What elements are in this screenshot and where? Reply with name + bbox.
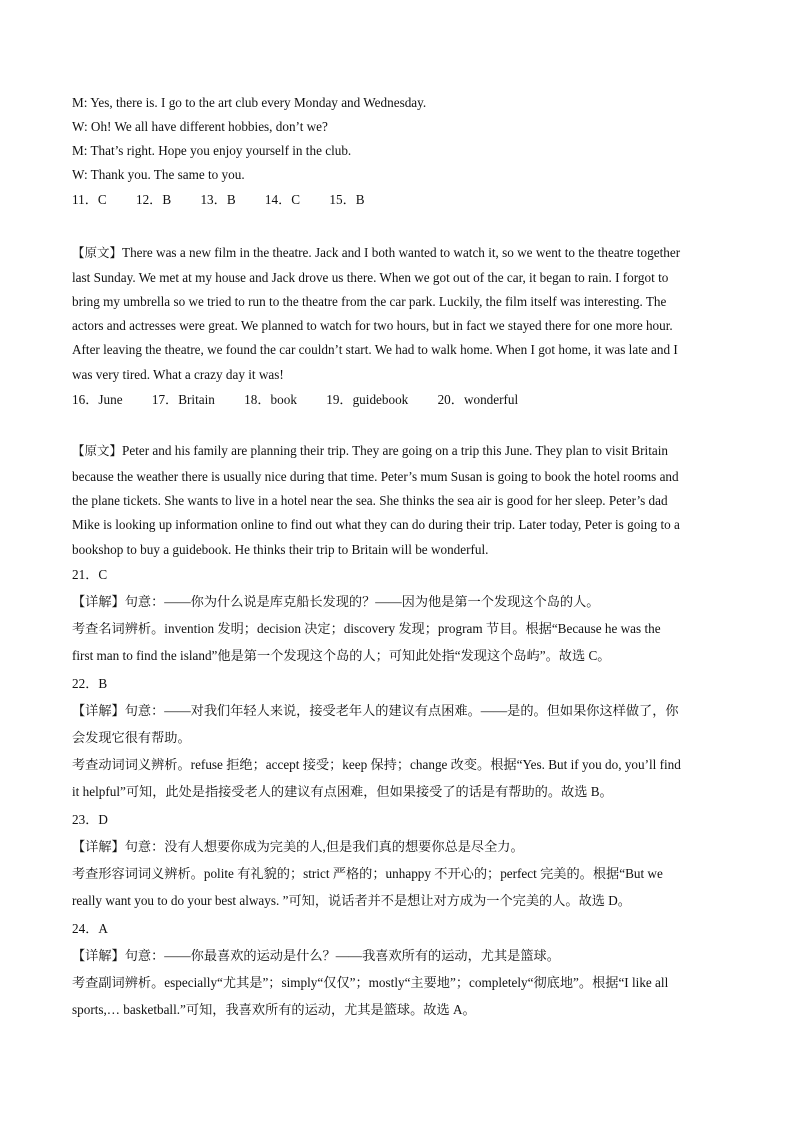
dialogue-line: W: Thank you. The same to you. [72, 167, 245, 182]
passage2-line: the plane tickets. She wants to live in a hotel near the sea. She thinks the sea air is good for her sleep. Peter’s dad [72, 493, 668, 508]
answer-item: 14．C [264, 192, 301, 207]
passage2-line: 【原文】Peter and his family are planning their trip. They are going on a trip this June. They plan to visit Britain [72, 443, 668, 458]
answer-item: 11．C [72, 192, 107, 207]
answer-key-16-20 [72, 392, 732, 408]
answer-item: 15．B [329, 192, 365, 207]
explanation-line: 【详解】句意：——你最喜欢的运动是什么？——我喜欢所有的运动，尤其是篮球。 [72, 948, 560, 963]
explanation-line: it helpful”可知，此处是指接受老人的建议有点困难，但如果接受了的话是有帮助的。故选 B。 [72, 784, 613, 799]
passage1-line: was very tired. What a crazy day it was! [72, 367, 284, 382]
explanation-line: 【详解】句意：——你为什么说是库克船长发现的？——因为他是第一个发现这个岛的人。 [72, 594, 600, 609]
passage1-line: bring my umbrella so we tried to run to the theatre from the car park. Luckily, the film itself was interesting. The [72, 294, 667, 309]
passage2-line: because the weather there is usually nice during that time. Peter’s mum Susan is going to book the hotel rooms and [72, 469, 679, 484]
answer-item: 13．B [200, 192, 236, 207]
explanation-line: sports,… basketball.”可知，我喜欢所有的运动，尤其是篮球。故选 A。 [72, 1002, 476, 1017]
passage1-line: After leaving the theatre, we found the car couldn’t start. We had to walk home. When I got home, it was late and I [72, 342, 678, 357]
answer-item: 19．guidebook [326, 392, 409, 407]
answer-item: 12．B [135, 192, 172, 207]
explanation-line: 考查名词辨析。invention 发明；decision 决定；discovery 发现；program 节目。根据“Because he was the [72, 621, 661, 636]
explanation-line: really want you to do your best always. ”可知，说话者并不是想让对方成为一个完美的人。故选 D。 [72, 893, 631, 908]
passage2-line: Mike is looking up information online to find out what they can do during their trip. Later today, Peter is going to a [72, 517, 680, 532]
answer-number: 22．B [72, 676, 108, 691]
explanation-line: first man to find the island”他是第一个发现这个岛的人；可知此处指“发现这个岛屿”。故选 C。 [72, 648, 611, 663]
explanation-line: 【详解】句意：没有人想要你成为完美的人,但是我们真的想要你总是尽全力。 [72, 839, 524, 854]
answer-item: 17．Britain [151, 392, 215, 407]
answer-key-11-15 [72, 192, 732, 208]
dialogue-line: W: Oh! We all have different hobbies, don’t we? [72, 119, 328, 134]
passage1-line: last Sunday. We met at my house and Jack drove us there. When we got out of the car, it began to rain. I forgot to [72, 270, 669, 285]
passage1-line: 【原文】There was a new film in the theatre. Jack and I both wanted to watch it, so we went to the theatre together [72, 245, 681, 260]
passage1-line: actors and actresses were great. We planned to watch for two hours, but in fact we stayed there for one more hour. [72, 318, 673, 333]
answer-number: 21．C [72, 567, 108, 582]
explanation-line: 【详解】句意：——对我们年轻人来说，接受老年人的建议有点困难。——是的。但如果你这样做了，你 [72, 703, 679, 718]
answer-number: 24．A [72, 921, 108, 936]
source-tag: 【原文】 [72, 245, 123, 260]
answer-item: 16．June [72, 392, 123, 407]
explanation-line: 考查动词词义辨析。refuse 拒绝；accept 接受；keep 保持；change 改变。根据“Yes. But if you do, you’ll find [72, 757, 681, 772]
explanation-line: 会发现它很有帮助。 [72, 730, 191, 745]
answer-item: 18．book [244, 392, 297, 407]
source-tag: 【原文】 [72, 443, 123, 458]
passage2-line: bookshop to buy a guidebook. He thinks their trip to Britain will be wonderful. [72, 542, 489, 557]
answer-number: 23．D [72, 812, 108, 827]
explanation-line: 考查形容词词义辨析。polite 有礼貌的；strict 严格的；unhappy 不开心的；perfect 完美的。根据“But we [72, 866, 663, 881]
explanation-line: 考查副词辨析。especially“尤其是”；simply“仅仅”；mostly“主要地”；completely“彻底地”。根据“I like all [72, 975, 669, 990]
answer-item: 20．wonderful [437, 392, 519, 407]
dialogue-line: M: Yes, there is. I go to the art club every Monday and Wednesday. [72, 95, 427, 110]
dialogue-line: M: That’s right. Hope you enjoy yourself in the club. [72, 143, 352, 158]
